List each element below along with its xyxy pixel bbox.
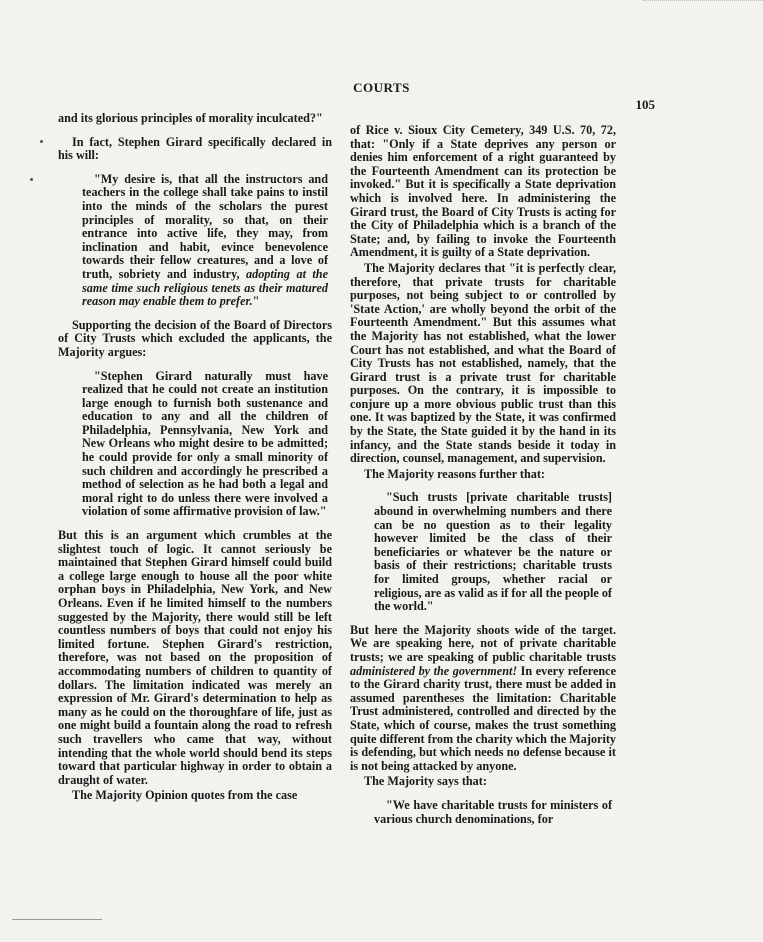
- block-quote: [58, 370, 332, 520]
- paragraph: The Majority says that:: [364, 774, 487, 789]
- quote-span: "My desire is, that all the instructors and teachers in the college shall take pains to instil into the minds of the scholars the purest principles of morality, so that, on their entrance into active life, they may, from inclination and habit, evince benevolence towards their fellow creatures, and a love of truth, sobriety and industry,: [82, 171, 328, 281]
- scan-speck: [30, 178, 33, 181]
- quote-span: ": [252, 294, 260, 309]
- paragraph: Supporting the decision of the Board of Directors of City Trusts which excluded the applicants, the Majority argues:: [58, 317, 332, 359]
- paragraph: In fact, Stephen Girard specifically declared in his will:: [58, 134, 332, 163]
- quote-text: "Such trusts [private charitable trusts] abound in overwhelming numbers and there can be no question as to their legality however limited be the class of their beneficiaries or whatever be the nature or basis of their restrictions; charitable trusts for limited groups, whether racial or religious, are as valid as if for all the people of the world.": [374, 490, 612, 614]
- left-column: [58, 112, 332, 813]
- paragraph: The Majority Opinion quotes from the case: [72, 788, 298, 803]
- paragraph: The Majority declares that "it is perfectly clear, therefore, that private trusts for charitable purposes, not being subject to or controlled by 'State Action,' are wholly beyond the orbit of the Fourteenth Amendment." But this assumes what the Majority has not established, what the lower Court has not established, and what the Board of City Trusts has not established, namely, that the Girard trust is a private trust for charitable purposes. On the contrary, it is impossible to conjure up a more obvious public trust than this one. It was baptized by the State, it was confirmed by the State, the State guided it by the hand in its infancy, and the State stands beside it today in direction, counsel, management, and supervision.: [350, 260, 616, 466]
- paragraph: and its glorious principles of morality inculcated?": [58, 111, 323, 125]
- scan-speck: [40, 140, 43, 143]
- block-quote: [58, 173, 332, 309]
- paragraph: of Rice v. Sioux City Cemetery, 349 U.S. 70, 72, that: "Only if a State deprives any person or denies him enforcement of a right guaranteed by the Fourteenth Amendment can its protection be invoked." But it is specifically a State deprivation which is involved here. In administering the Girard trust, the Board of City Trusts is acting for the City of Philadelphia which is a branch of the State; and, by failing to invoke the Fourteenth Amendment, it is guilty of a State deprivation.: [350, 123, 616, 260]
- quote-italic: adopting at the same time such religious tenets as their matured reason may enable them to prefer.: [82, 266, 328, 309]
- italic-span: administered by the government!: [350, 663, 518, 678]
- page-number: 105: [635, 97, 655, 112]
- scan-artifact: [12, 919, 102, 920]
- quote-text: [82, 173, 328, 309]
- paragraph: The Majority reasons further that:: [364, 466, 545, 481]
- quote-text: "Stephen Girard naturally must have realized that he could not create an institution large enough to furnish both sustenance and education to any and all the children of Philadelphia, Pennsylvania, New York and New Orleans who might desire to be admitted; he could provide for only a small minority of such children and accordingly he prescribed a method of selection as he had both a legal and moral right to do unless there were involved a violation of some affirmative provision of law.": [82, 368, 328, 519]
- right-column: [350, 124, 616, 836]
- text-span: In every reference to the Girard charity trust, there must be added in assumed parentheses the limitation: Charitable Trust administered, controlled and directed by the State, which of course, makes the trust something quite different from the charity which the Majority is defending, but which needs no defense because it is not being attacked by anyone.: [350, 663, 617, 773]
- text-span: But here the Majority shoots wide of the target. We are speaking here, not of private charitable trusts; we are speaking of public charitable trusts: [350, 622, 616, 664]
- running-head: COURTS: [353, 80, 410, 95]
- block-quote: [350, 491, 616, 613]
- scan-artifact: [643, 0, 763, 9]
- quote-text: "We have charitable trusts for ministers of various church denominations, for: [374, 797, 612, 826]
- paragraph: [350, 624, 616, 774]
- block-quote: [350, 799, 616, 826]
- paragraph: But this is an argument which crumbles at the slightest touch of logic. It cannot seriously be maintained that Stephen Girard himself could build a college large enough to house all the poor white orphan boys in Philadelphia, New York, and New Orleans. Even if he limited himself to the numbers suggested by the Majority, there would still be left countless numbers of boys that could not enjoy his limited fortune. Stephen Girard's restriction, therefore, was not based on the proposition of accommodating numbers of children to quantity of dollars. The limitation indicated was merely an expression of Mr. Girard's determination to help as many as he could on the thoroughfare of life, just as one might build a fountain along the road to refresh such travellers who came that way, without intending that the whole world should bend its steps toward that particular highway in order to obtain a draught of water.: [58, 528, 332, 787]
